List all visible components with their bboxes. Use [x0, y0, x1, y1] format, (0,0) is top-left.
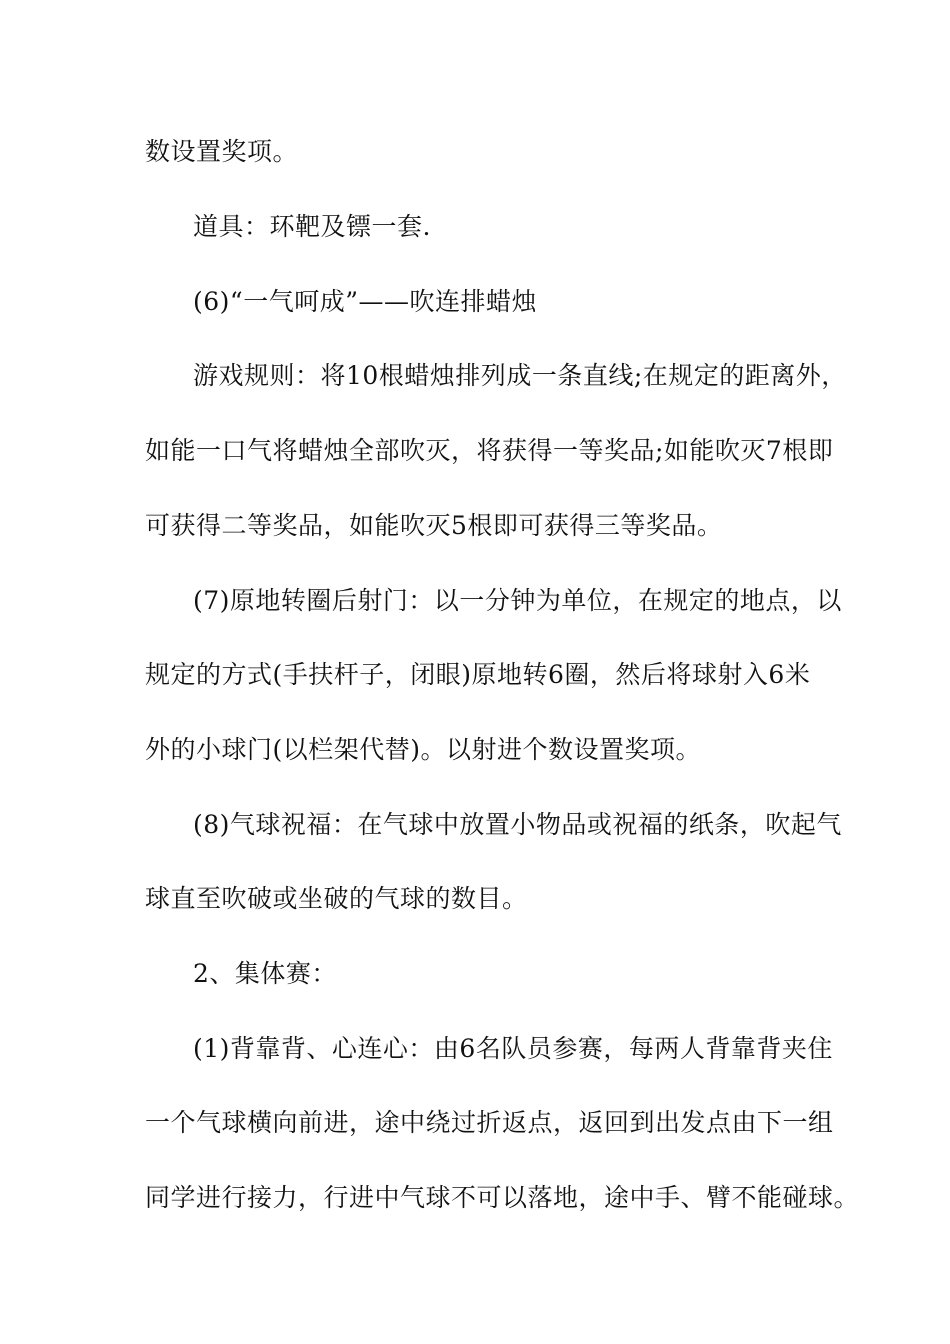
- text-line-14: 一个气球横向前进，途中绕过折返点，返回到出发点由下一组: [145, 1108, 834, 1137]
- text-line-8: 规定的方式(手扶杆子，闭眼)原地转6圈，然后将球射入6米: [145, 660, 811, 689]
- text-line-1: 数设置奖项。: [145, 137, 299, 166]
- text-line-5: 如能一口气将蜡烛全部吹灭，将获得一等奖品;如能吹灭7根即: [145, 436, 834, 465]
- text-line-13: (1)背靠背、心连心：由6名队员参赛，每两人背靠背夹住: [193, 1034, 833, 1063]
- text-line-3: (6)“一气呵成”——吹连排蜡烛: [193, 287, 537, 316]
- text-line-4: 游戏规则：将10根蜡烛排列成一条直线;在规定的距离外，: [193, 361, 847, 390]
- text-line-15: 同学进行接力，行进中气球不可以落地，途中手、臂不能碰球。: [145, 1183, 860, 1212]
- text-line-11: 球直至吹破或坐破的气球的数目。: [145, 884, 528, 913]
- text-line-6: 可获得二等奖品，如能吹灭5根即可获得三等奖品。: [145, 511, 723, 540]
- text-line-7: (7)原地转圈后射门：以一分钟为单位，在规定的地点，以: [193, 586, 842, 615]
- text-line-10: (8)气球祝福：在气球中放置小物品或祝福的纸条，吹起气: [193, 810, 842, 839]
- text-line-9: 外的小球门(以栏架代替)。以射进个数设置奖项。: [145, 735, 702, 764]
- text-line-12: 2、集体赛：: [193, 959, 337, 988]
- text-line-2: 道具：环靶及镖一套.: [193, 212, 431, 241]
